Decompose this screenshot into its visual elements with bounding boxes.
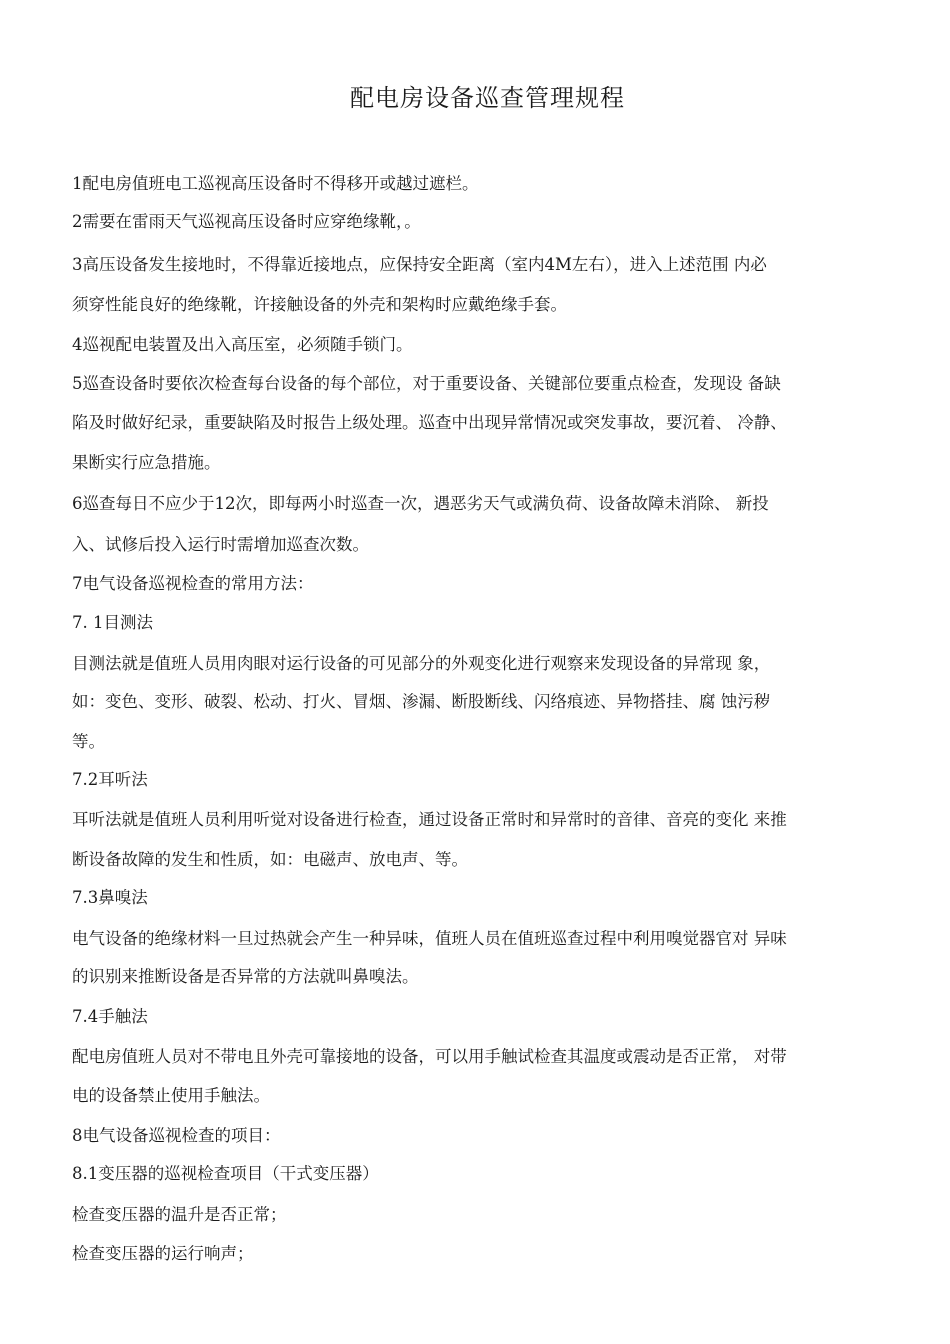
document-title: 配电房设备巡查管理规程 <box>350 84 625 112</box>
paragraph-line: 5巡查设备时要依次检查每台设备的每个部位，对于重要设备、关键部位要重点检查，发现设 备缺 <box>72 374 781 393</box>
paragraph-line: 检查变压器的运行响声； <box>72 1244 254 1263</box>
paragraph-line: 断设备故障的发生和性质，如：电磁声、放电声、等。 <box>72 850 468 869</box>
paragraph-line: 检查变压器的温升是否正常； <box>72 1205 287 1224</box>
paragraph-line: 配电房值班人员对不带电且外壳可靠接地的设备，可以用手触试检查其温度或震动是否正常， 对带 <box>72 1047 787 1066</box>
paragraph-line: 如：变色、变形、破裂、松动、打火、冒烟、渗漏、断股断线、闪络痕迹、异物搭挂、腐 蚀污秽 <box>72 692 771 711</box>
subsection-heading: 8.1变压器的巡视检查项目（干式变压器） <box>72 1164 379 1183</box>
paragraph-line: 等。 <box>72 732 105 751</box>
paragraph-line: 陷及时做好纪录，重要缺陷及时报告上级处理。巡查中出现异常情况或突发事故，要沉着、 冷静、 <box>72 413 787 432</box>
paragraph-line: 耳听法就是值班人员利用听觉对设备进行检查，通过设备正常时和异常时的音律、音亮的变化 来推 <box>72 810 787 829</box>
paragraph-line: 1配电房值班电工巡视高压设备时不得移开或越过遮栏。 <box>72 174 479 193</box>
paragraph-line: 的识别来推断设备是否异常的方法就叫鼻嗅法。 <box>72 967 419 986</box>
paragraph-line: 电气设备的绝缘材料一旦过热就会产生一种异味，值班人员在值班巡查过程中利用嗅觉器官对 异味 <box>72 929 787 948</box>
paragraph-line: 果断实行应急措施。 <box>72 453 221 472</box>
paragraph-line: 3高压设备发生接地时，不得靠近接地点，应保持安全距离（室内4M左右），进入上述范围 内必 <box>72 255 767 274</box>
section-heading: 7电气设备巡视检查的常用方法： <box>72 574 314 593</box>
subsection-heading: 7.4手触法 <box>72 1007 148 1026</box>
paragraph-line: 4巡视配电装置及出入高压室，必须随手锁门。 <box>72 335 413 354</box>
subsection-heading: 7.3鼻嗅法 <box>72 888 148 907</box>
subsection-heading: 7. 1目测法 <box>72 613 153 632</box>
subsection-heading: 7.2耳听法 <box>72 770 148 789</box>
paragraph-line: 2需要在雷雨天气巡视高压设备时应穿绝缘靴，。 <box>72 212 421 231</box>
section-heading: 8电气设备巡视检查的项目： <box>72 1126 281 1145</box>
paragraph-line: 须穿性能良好的绝缘靴，许接触设备的外壳和架构时应戴绝缘手套。 <box>72 295 567 314</box>
paragraph-line: 入、试修后投入运行时需增加巡查次数。 <box>72 535 369 554</box>
paragraph-line: 6巡查每日不应少于12次，即每两小时巡查一次，遇恶劣天气或满负荷、设备故障未消除、 新投 <box>72 494 769 513</box>
paragraph-line: 电的设备禁止使用手触法。 <box>72 1086 270 1105</box>
paragraph-line: 目测法就是值班人员用肉眼对运行设备的可见部分的外观变化进行观察来发现设备的异常现 象， <box>72 654 771 673</box>
